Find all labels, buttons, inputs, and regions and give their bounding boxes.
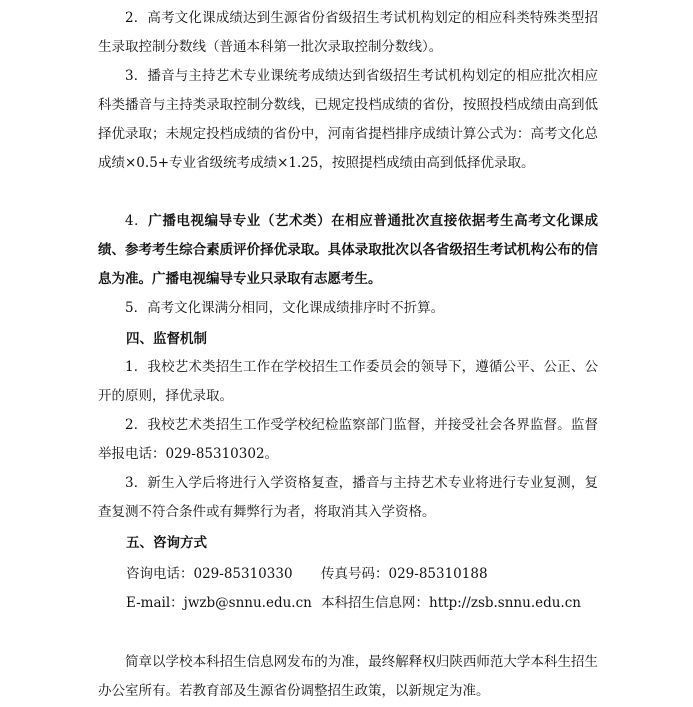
closing-paragraph: 简章以学校本科招生信息网发布的为准，最终解释权归陕西师范大学本科生招生办公室所有。若教育部及生源省份调整招生政策，以新规定为准。 <box>98 654 598 699</box>
contact-fax: 传真号码：029-85310188 <box>321 566 488 582</box>
supervision-item-2: 2．我校艺术类招生工作受学校纪检监察部门监督，并接受社会各界监督。监督举报电话：029-85310302。 <box>98 417 598 462</box>
supervision-item-3: 3．新生入学后将进行入学资格复查，播音与主持艺术专业将进行专业复测，复查复测不符合条件或有舞弊行为者，将取消其入学资格。 <box>98 475 598 520</box>
section-heading-contact: 五、咨询方式 <box>126 535 207 551</box>
paragraph-item-3: 3．播音与主持艺术专业课统考成绩达到省级招生考试机构划定的相应批次相应科类播音与主持类录取控制分数线，已规定投档成绩的省份，按照投档成绩由高到低择优录取；未规定投档成绩的省份中，河南省提档排序成绩计算公式为：高考文化总成绩×0.5+专业省级统考成绩×1.25，按照提档成绩由高到低择优录取。 <box>98 68 598 171</box>
section-heading-supervision: 四、监督机制 <box>126 331 207 347</box>
paragraph-item-4-number: 4． <box>125 213 149 229</box>
contact-phone: 咨询电话：029-85310330 <box>126 566 293 582</box>
contact-website: 本科招生信息网：http://zsb.snnu.edu.cn <box>321 595 581 611</box>
paragraph-item-4 <box>98 207 598 294</box>
paragraph-item-5: 5．高考文化课满分相同，文化课成绩排序时不折算。 <box>125 300 445 316</box>
paragraph-item-4-bold-text: 广播电视编导专业（艺术类）在相应普通批次直接依据考生高考文化课成绩、参考考生综合素质评价择优录取。具体录取批次以各省级招生考试机构公布的信息为准。广播电视编导专业只录取有志愿考生。 <box>98 213 599 287</box>
contact-email: E-mail：jwzb@snnu.edu.cn <box>126 595 312 611</box>
supervision-item-1: 1．我校艺术类招生工作在学校招生工作委员会的领导下，遵循公平、公正、公开的原则，择优录取。 <box>98 359 598 404</box>
paragraph-item-2: 2．高考文化课成绩达到生源省份省级招生考试机构划定的相应科类特殊类型招生录取控制分数线（普通本科第一批次录取控制分数线）。 <box>98 10 598 55</box>
